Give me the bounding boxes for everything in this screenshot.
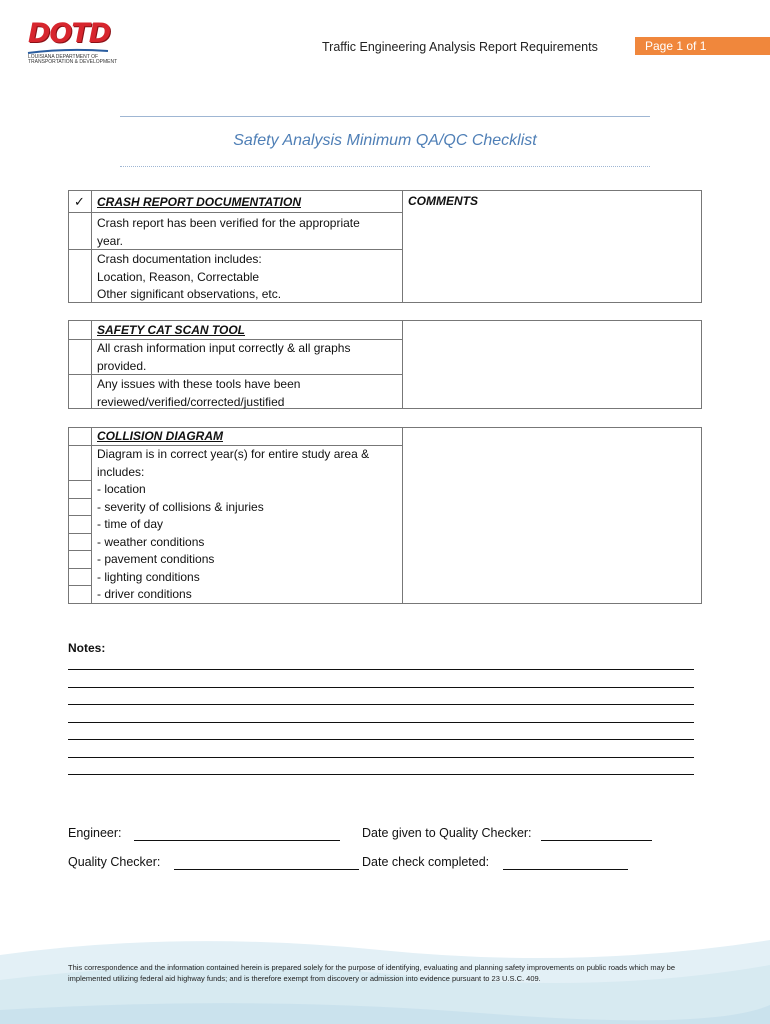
notes-line[interactable] bbox=[68, 774, 694, 775]
engineer-label: Engineer: bbox=[68, 826, 122, 840]
checklist-item-issues-reviewed: Any issues with these tools have been reviewed/verified/corrected/justified bbox=[97, 377, 301, 409]
safety-cat-scan-table bbox=[68, 320, 702, 409]
collision-subitem: - time of day bbox=[97, 517, 164, 531]
collision-subitem: - pavement conditions bbox=[97, 552, 215, 566]
page-indicator: Page 1 of 1 bbox=[635, 37, 770, 55]
collision-diagram-table bbox=[68, 427, 702, 604]
date-given-field[interactable] bbox=[541, 840, 652, 841]
collision-subitem: - weather conditions bbox=[97, 535, 205, 549]
dotd-logo bbox=[24, 18, 118, 65]
row-divider bbox=[69, 212, 402, 213]
checkmark-icon: ✓ bbox=[74, 194, 85, 209]
collision-subitem: - lighting conditions bbox=[97, 570, 200, 584]
notes-line[interactable] bbox=[68, 669, 694, 670]
notes-line[interactable] bbox=[68, 687, 694, 688]
checkbox-column-divider bbox=[91, 191, 92, 302]
header-title: Traffic Engineering Analysis Report Requirements bbox=[322, 40, 598, 54]
checkbox-issues-reviewed[interactable] bbox=[69, 375, 91, 408]
checkbox-crash-documentation[interactable] bbox=[69, 250, 91, 302]
title-rule-bottom bbox=[120, 166, 650, 167]
logo-subtitle bbox=[28, 55, 117, 65]
checkbox-pavement[interactable] bbox=[69, 551, 91, 568]
section-heading-safety-cat-scan: SAFETY CAT SCAN TOOL bbox=[97, 323, 246, 337]
title-rule-top bbox=[120, 116, 650, 117]
checkbox-column-divider bbox=[91, 321, 92, 408]
collision-subitem: - location bbox=[97, 482, 146, 496]
checklist-item-crash-documentation: Crash documentation includes: Location, Reason, Correctable Other significant observations, etc. bbox=[97, 252, 282, 301]
checkbox-weather[interactable] bbox=[69, 534, 91, 550]
comments-heading: COMMENTS bbox=[408, 194, 478, 208]
collision-subitem: - severity of collisions & injuries bbox=[97, 500, 264, 514]
logo-subtitle-line1: LOUISIANA DEPARTMENT OF bbox=[28, 54, 99, 60]
collision-subitem: - driver conditions bbox=[97, 587, 192, 601]
checkbox-time-of-day[interactable] bbox=[69, 516, 91, 533]
notes-line[interactable] bbox=[68, 739, 694, 740]
footer-disclaimer: This correspondence and the information contained herein is prepared solely for the purpose of identifying, evaluating and planning safety improvements on public roads which may be implemented utilizing federal aid highway funds; and is therefore exempt from discovery or admission into evidence pursuant to 23 U.S.C. 409. bbox=[68, 963, 676, 983]
notes-line[interactable] bbox=[68, 757, 694, 758]
notes-line[interactable] bbox=[68, 704, 694, 705]
checkbox-crash-input[interactable] bbox=[69, 340, 91, 374]
checkbox-crash-verified[interactable] bbox=[69, 213, 91, 249]
comments-cell[interactable] bbox=[403, 428, 701, 603]
quality-checker-label: Quality Checker: bbox=[68, 855, 161, 869]
date-completed-field[interactable] bbox=[503, 869, 628, 870]
quality-checker-field[interactable] bbox=[174, 869, 359, 870]
comments-cell[interactable] bbox=[403, 321, 701, 408]
comments-cell[interactable] bbox=[403, 213, 701, 302]
checklist-item-crash-input: All crash information input correctly & all graphs provided. bbox=[97, 341, 351, 373]
checkbox-column-divider bbox=[91, 428, 92, 603]
checkbox-severity[interactable] bbox=[69, 499, 91, 515]
checkbox-driver[interactable] bbox=[69, 586, 91, 603]
checklist-item-diagram-year: Diagram is in correct year(s) for entire study area & includes: bbox=[97, 447, 370, 479]
checkbox-location[interactable] bbox=[69, 481, 91, 498]
crash-report-table bbox=[68, 190, 702, 303]
notes-line[interactable] bbox=[68, 722, 694, 723]
date-given-label: Date given to Quality Checker: bbox=[362, 826, 532, 840]
section-heading-crash-report: CRASH REPORT DOCUMENTATION bbox=[97, 195, 301, 209]
section-heading-collision-diagram: COLLISION DIAGRAM bbox=[97, 429, 223, 443]
checkbox-diagram-year[interactable] bbox=[69, 446, 91, 480]
date-completed-label: Date check completed: bbox=[362, 855, 490, 869]
checkbox-lighting[interactable] bbox=[69, 569, 91, 585]
engineer-field[interactable] bbox=[134, 840, 340, 841]
logo-wordmark: DOTD bbox=[28, 18, 111, 49]
checklist-item-crash-verified: Crash report has been verified for the appropriate year. bbox=[97, 216, 360, 248]
logo-subtitle-line2: TRANSPORTATION & DEVELOPMENT bbox=[28, 59, 118, 65]
document-title: Safety Analysis Minimum QA/QC Checklist bbox=[233, 132, 537, 149]
notes-label: Notes: bbox=[68, 641, 106, 655]
